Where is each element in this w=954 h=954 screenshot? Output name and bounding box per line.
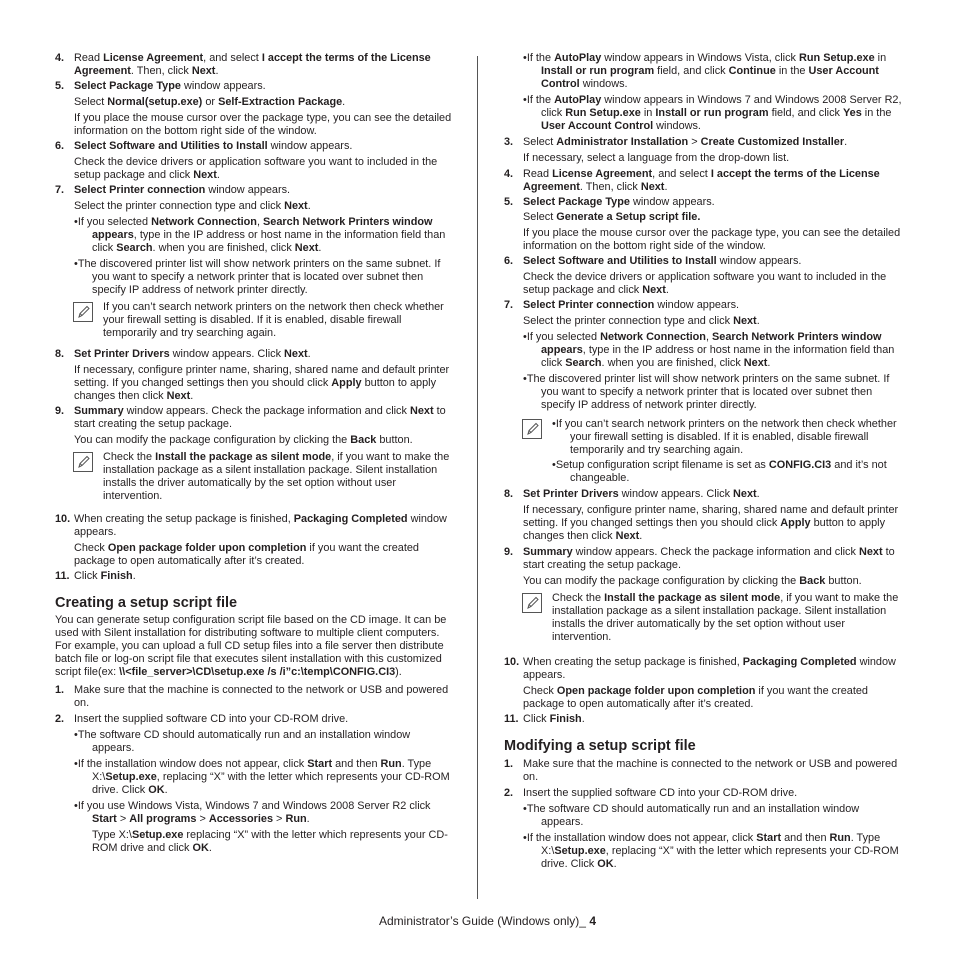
step-5: 5. Select Package Type window appears. [55,80,266,92]
step-7-bullet-list: •The discovered printer list will show network printers on the same subnet. If you want to specify a network printer that is located over subnet then specify IP address of network printer directly. [74,258,441,296]
r-step-8: 8. Set Printer Drivers window appears. Click Next. [504,488,760,500]
note-pencil-icon [522,419,542,439]
r-step-10-detail: Check Open package folder upon completion if you want the created package to open automatically after it’s created. [523,685,868,710]
creating-intro: You can generate setup configuration script file based on the CD image. It can be used with Silent installation for distributing software to multiple client computers. For example, you can upload a full CD setup files into a file server then distribute batch file or log-on script file that executes silent installation with this customized script file(ex: \\<file_server>\CD\setup.exe /s /i”c:\temp\CONFIG.CI3). [55,614,447,678]
step-8: 8. Set Printer Drivers window appears. Click Next. [55,348,311,360]
step-8-detail: If necessary, configure printer name, sharing, shared name and default printer setting. If you changed settings then you should click Apply button to apply changes then click Next. [74,364,450,402]
r-step-10: 10. When creating the setup package is finished, Packaging Completed window appears. [504,656,896,681]
step-11: 11. Click Finish. [55,570,136,582]
step-9-detail: You can modify the package configuration by clicking the Back button. [74,434,413,446]
create-step-2-bullet-run: •If the installation window does not appear, click Start and then Run. Type X:\Setup.exe, replacing “X” with the letter which represents your CD-ROM drive. Click OK. [74,758,450,796]
step-7: 7. Select Printer connection window appears. [55,184,291,196]
step-6-detail: Check the device drivers or application software you want to included in the setup package and click Next. [74,156,438,181]
r-step-7-detail: Select the printer connection type and click Next. [523,315,760,327]
step-4: 4. Read License Agreement, and select I accept the terms of the License Agreement. Then, click Next. [55,52,431,77]
note-config-item: •Setup configuration script filename is set as CONFIG.CI3 and it’s not changeable. [552,459,887,484]
r-step-5-hint: If you place the mouse cursor over the package type, you can see the detailed information on the bottom right side of the window. [523,227,901,252]
create-step-2-bullet-vista: •If you use Windows Vista, Windows 7 and Windows 2008 Server R2 click Start > All programs > Accessories > Run. [74,800,431,825]
r-step-9-detail: You can modify the package configuration by clicking the Back button. [523,575,862,587]
r-step-5: 5. Select Package Type window appears. [504,196,715,208]
page-number: 4 [589,914,596,928]
right-column [504,52,902,871]
r-step-3: 3. Select Administrator Installation > Create Customized Installer. [504,136,848,148]
r-step-3-detail: If necessary, select a language from the drop-down list. [523,152,790,164]
r-step-8-detail: If necessary, configure printer name, sharing, shared name and default printer setting. If you changed settings then you should click Apply button to apply changes then click Next. [523,504,899,542]
step-10: 10. When creating the setup package is finished, Packaging Completed window appears. [55,513,447,538]
create-step-1: 1. Make sure that the machine is connected to the network or USB and powered on. [55,684,449,709]
step-7-detail: Select the printer connection type and click Next. [74,200,311,212]
r-note-silent-mode: Check the Install the package as silent mode, if you want to make the installation package as a silent installation package. Silent installation installs the driver automatically by the set option without user intervention. [504,592,902,644]
section-heading-creating: Creating a setup script file [55,595,238,611]
mod-step-2-bullet-auto: •The software CD should automatically run and an installation window appears. [523,803,860,828]
create-step-2-type: Type X:\Setup.exe replacing “X” with the letter which represents your CD-ROM drive and click OK. [92,829,448,854]
step-5-hint: If you place the mouse cursor over the package type, you can see the detailed information on the bottom right side of the window. [74,112,452,137]
r-step-7-bullet-network: •If you selected Network Connection, Search Network Printers window appears, type in the IP address or host name in the information field than click Search. when you are finished, click Next. [523,331,895,369]
autoplay-vista-bullet: •If the AutoPlay window appears in Windows Vista, click Run Setup.exe in Install or run program field, and click Continue in the User Account Control windows. [523,52,887,90]
column-divider [477,56,478,899]
step-7-bullet-network: •If you selected Network Connection, Search Network Printers window appears, type in the IP address or host name in the information field than click Search. when you are finished, click Next. [74,216,446,254]
mod-step-2-bullet-run: •If the installation window does not appear, click Start and then Run. Type X:\Setup.exe, replacing “X” with the letter which represents your CD-ROM drive. Click OK. [523,832,899,870]
create-step-2: 2. Insert the supplied software CD into your CD-ROM drive. [55,713,349,725]
r-step-6: 6. Select Software and Utilities to Install window appears. [504,255,802,267]
r-step-5-select: Select Generate a Setup script file. [523,211,701,223]
create-step-2-bullet-auto: •The software CD should automatically run and an installation window appears. [74,729,411,754]
note-pencil-icon [73,452,93,472]
r-step-7-bullet-list: •The discovered printer list will show network printers on the same subnet. If you want to specify a network printer that is located over subnet then specify IP address of network printer directly. [523,373,890,411]
note-silent-mode: Check the Install the package as silent mode, if you want to make the installation package as a silent installation package. Silent installation installs the driver automatically by the set option without user intervention. [55,451,455,503]
step-6: 6. Select Software and Utilities to Install window appears. [55,140,353,152]
mod-step-1: 1. Make sure that the machine is connected to the network or USB and powered on. [504,758,898,783]
note-pencil-icon [522,593,542,613]
autoplay-win7-bullet: •If the AutoPlay window appears in Windows 7 and Windows 2008 Server R2, click Run Setup.exe in Install or run program field, and click Yes in the User Account Control windows. [523,94,902,132]
r-step-4: 4. Read License Agreement, and select I accept the terms of the License Agreement. Then, click Next. [504,168,880,193]
r-step-9: 9. Summary window appears. Check the package information and click Next to start creating the setup package. [504,546,895,571]
r-step-6-detail: Check the device drivers or application software you want to included in the setup package and click Next. [523,271,887,296]
mod-step-2: 2. Insert the supplied software CD into your CD-ROM drive. [504,787,798,799]
step-9: 9. Summary window appears. Check the package information and click Next to start creating the setup package. [55,405,446,430]
r-step-11: 11. Click Finish. [504,713,585,725]
page-footer [379,914,596,928]
step-5-select: Select Normal(setup.exe) or Self-Extraction Package. [74,96,346,108]
note-firewall: If you can’t search network printers on the network then check whether your firewall setting is disabled. If it is enabled, disable firewall temporarily and try searching again. [55,301,455,340]
step-10-detail: Check Open package folder upon completion if you want the created package to open automatically after it’s created. [74,542,419,567]
note-firewall-config [504,418,902,485]
footer-title: Administrator’s Guide (Windows only)_ [379,914,590,928]
note-firewall-item: •If you can’t search network printers on the network then check whether your firewall setting is disabled. If it is enabled, disable firewall temporarily and try searching again. [552,418,897,456]
section-heading-modifying: Modifying a setup script file [504,738,696,754]
left-column [55,52,455,855]
r-step-7: 7. Select Printer connection window appears. [504,299,740,311]
note-pencil-icon [73,302,93,322]
